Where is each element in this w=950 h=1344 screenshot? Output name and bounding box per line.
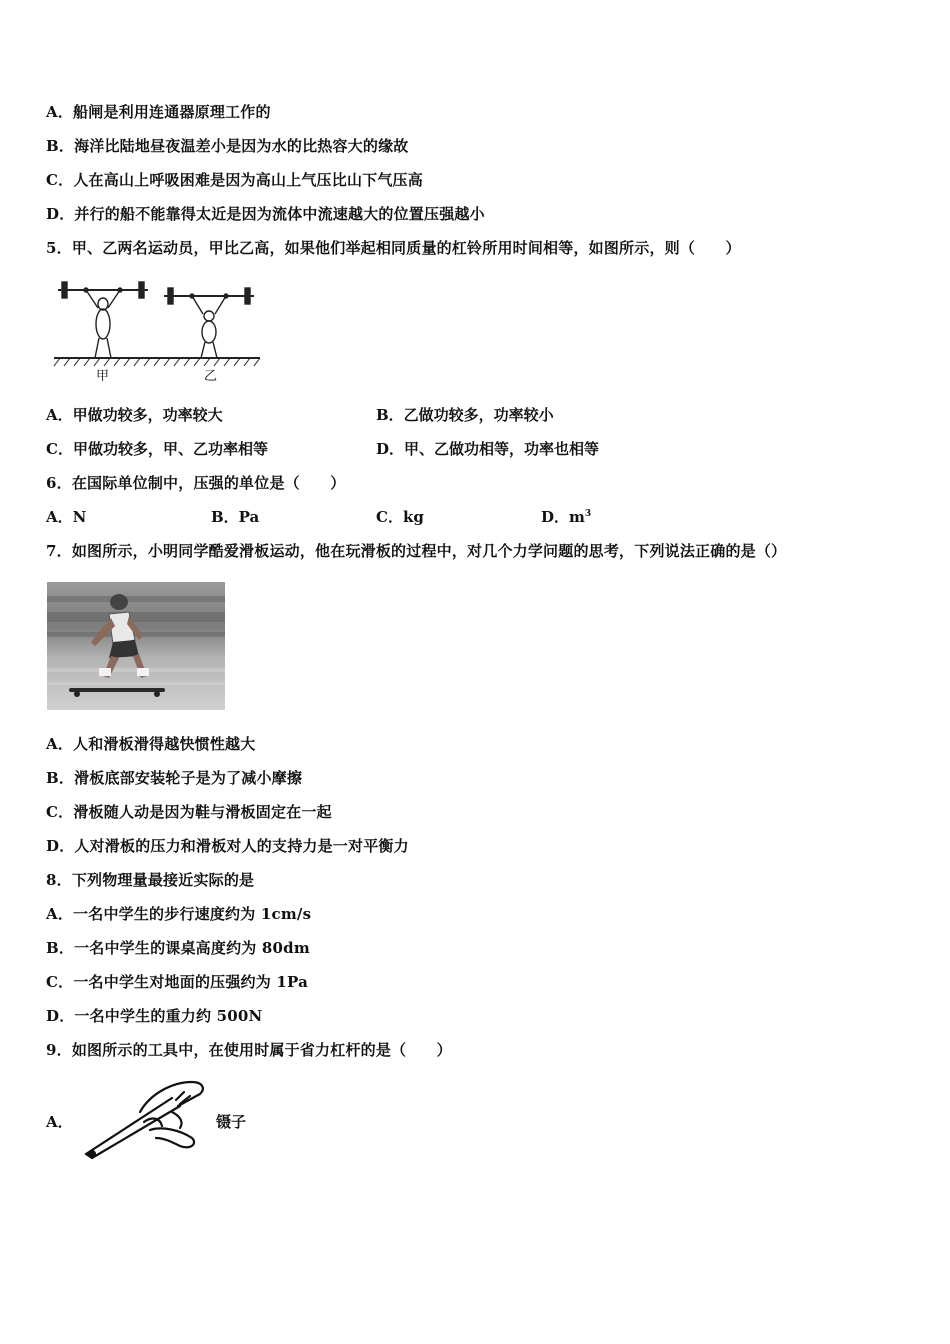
q7-option-b: B．滑板底部安装轮子是为了减小摩擦 bbox=[46, 769, 303, 787]
q9-option-a-label: 镊子 bbox=[216, 1113, 247, 1131]
q9-stem: 9．如图所示的工具中，在使用时属于省力杠杆的是（ ） bbox=[46, 1041, 452, 1059]
q6-option-c: C．kg bbox=[376, 508, 424, 526]
tweezers-figure bbox=[80, 1076, 210, 1162]
q8-option-b: B．一名中学生的课桌高度约为 80dm bbox=[46, 939, 310, 957]
q6-option-d: D．$m^3$ bbox=[541, 508, 592, 526]
q7-stem: 7．如图所示，小明同学酷爱滑板运动，他在玩滑板的过程中，对几个力学问题的思考，下列说法正确的是（） bbox=[46, 542, 787, 560]
q8-option-c: C．一名中学生对地面的压强约为 1Pa bbox=[46, 973, 308, 991]
q6-stem: 6．在国际单位制中，压强的单位是（ ） bbox=[46, 474, 346, 492]
q5-option-c: C．甲做功较多，甲、乙功率相等 bbox=[46, 440, 268, 458]
weightlifters-figure bbox=[52, 276, 264, 388]
q5-option-d: D．甲、乙做功相等，功率也相等 bbox=[376, 440, 600, 458]
q8-stem: 8．下列物理量最接近实际的是 bbox=[46, 871, 255, 889]
q8-option-d: D．一名中学生的重力约 500N bbox=[46, 1007, 263, 1025]
q7-option-c: C．滑板随人动是因为鞋与滑板固定在一起 bbox=[46, 803, 332, 821]
skateboarder-photo bbox=[47, 582, 225, 710]
q7-option-d: D．人对滑板的压力和滑板对人的支持力是一对平衡力 bbox=[46, 837, 409, 855]
q5-option-b: B．乙做功较多，功率较小 bbox=[376, 406, 554, 424]
q7-option-a: A．人和滑板滑得越快惯性越大 bbox=[46, 735, 256, 753]
q4-option-c: C．人在高山上呼吸困难是因为高山上气压比山下气压高 bbox=[46, 171, 423, 189]
q4-option-d: D．并行的船不能靠得太近是因为流体中流速越大的位置压强越小 bbox=[46, 205, 485, 223]
q6-option-a: A．N bbox=[46, 508, 87, 526]
q5-option-a: A．甲做功较多，功率较大 bbox=[46, 406, 223, 424]
superscript-3: 3 bbox=[584, 509, 592, 519]
q5-stem: 5．甲、乙两名运动员，甲比乙高，如果他们举起相同质量的杠铃所用时间相等，如图所示，则（ ） bbox=[46, 239, 741, 257]
q4-option-a: A．船闸是利用连通器原理工作的 bbox=[46, 103, 271, 121]
q9-option-a-prefix: A． bbox=[46, 1113, 73, 1131]
fig-label-yi: 乙 bbox=[204, 369, 218, 384]
q6-option-b: B．Pa bbox=[211, 508, 260, 526]
q4-option-b: B．海洋比陆地昼夜温差小是因为水的比热容大的缘故 bbox=[46, 137, 409, 155]
q8-option-a: A．一名中学生的步行速度约为 1cm/s bbox=[46, 905, 312, 923]
fig-label-jia: 甲 bbox=[96, 369, 110, 384]
